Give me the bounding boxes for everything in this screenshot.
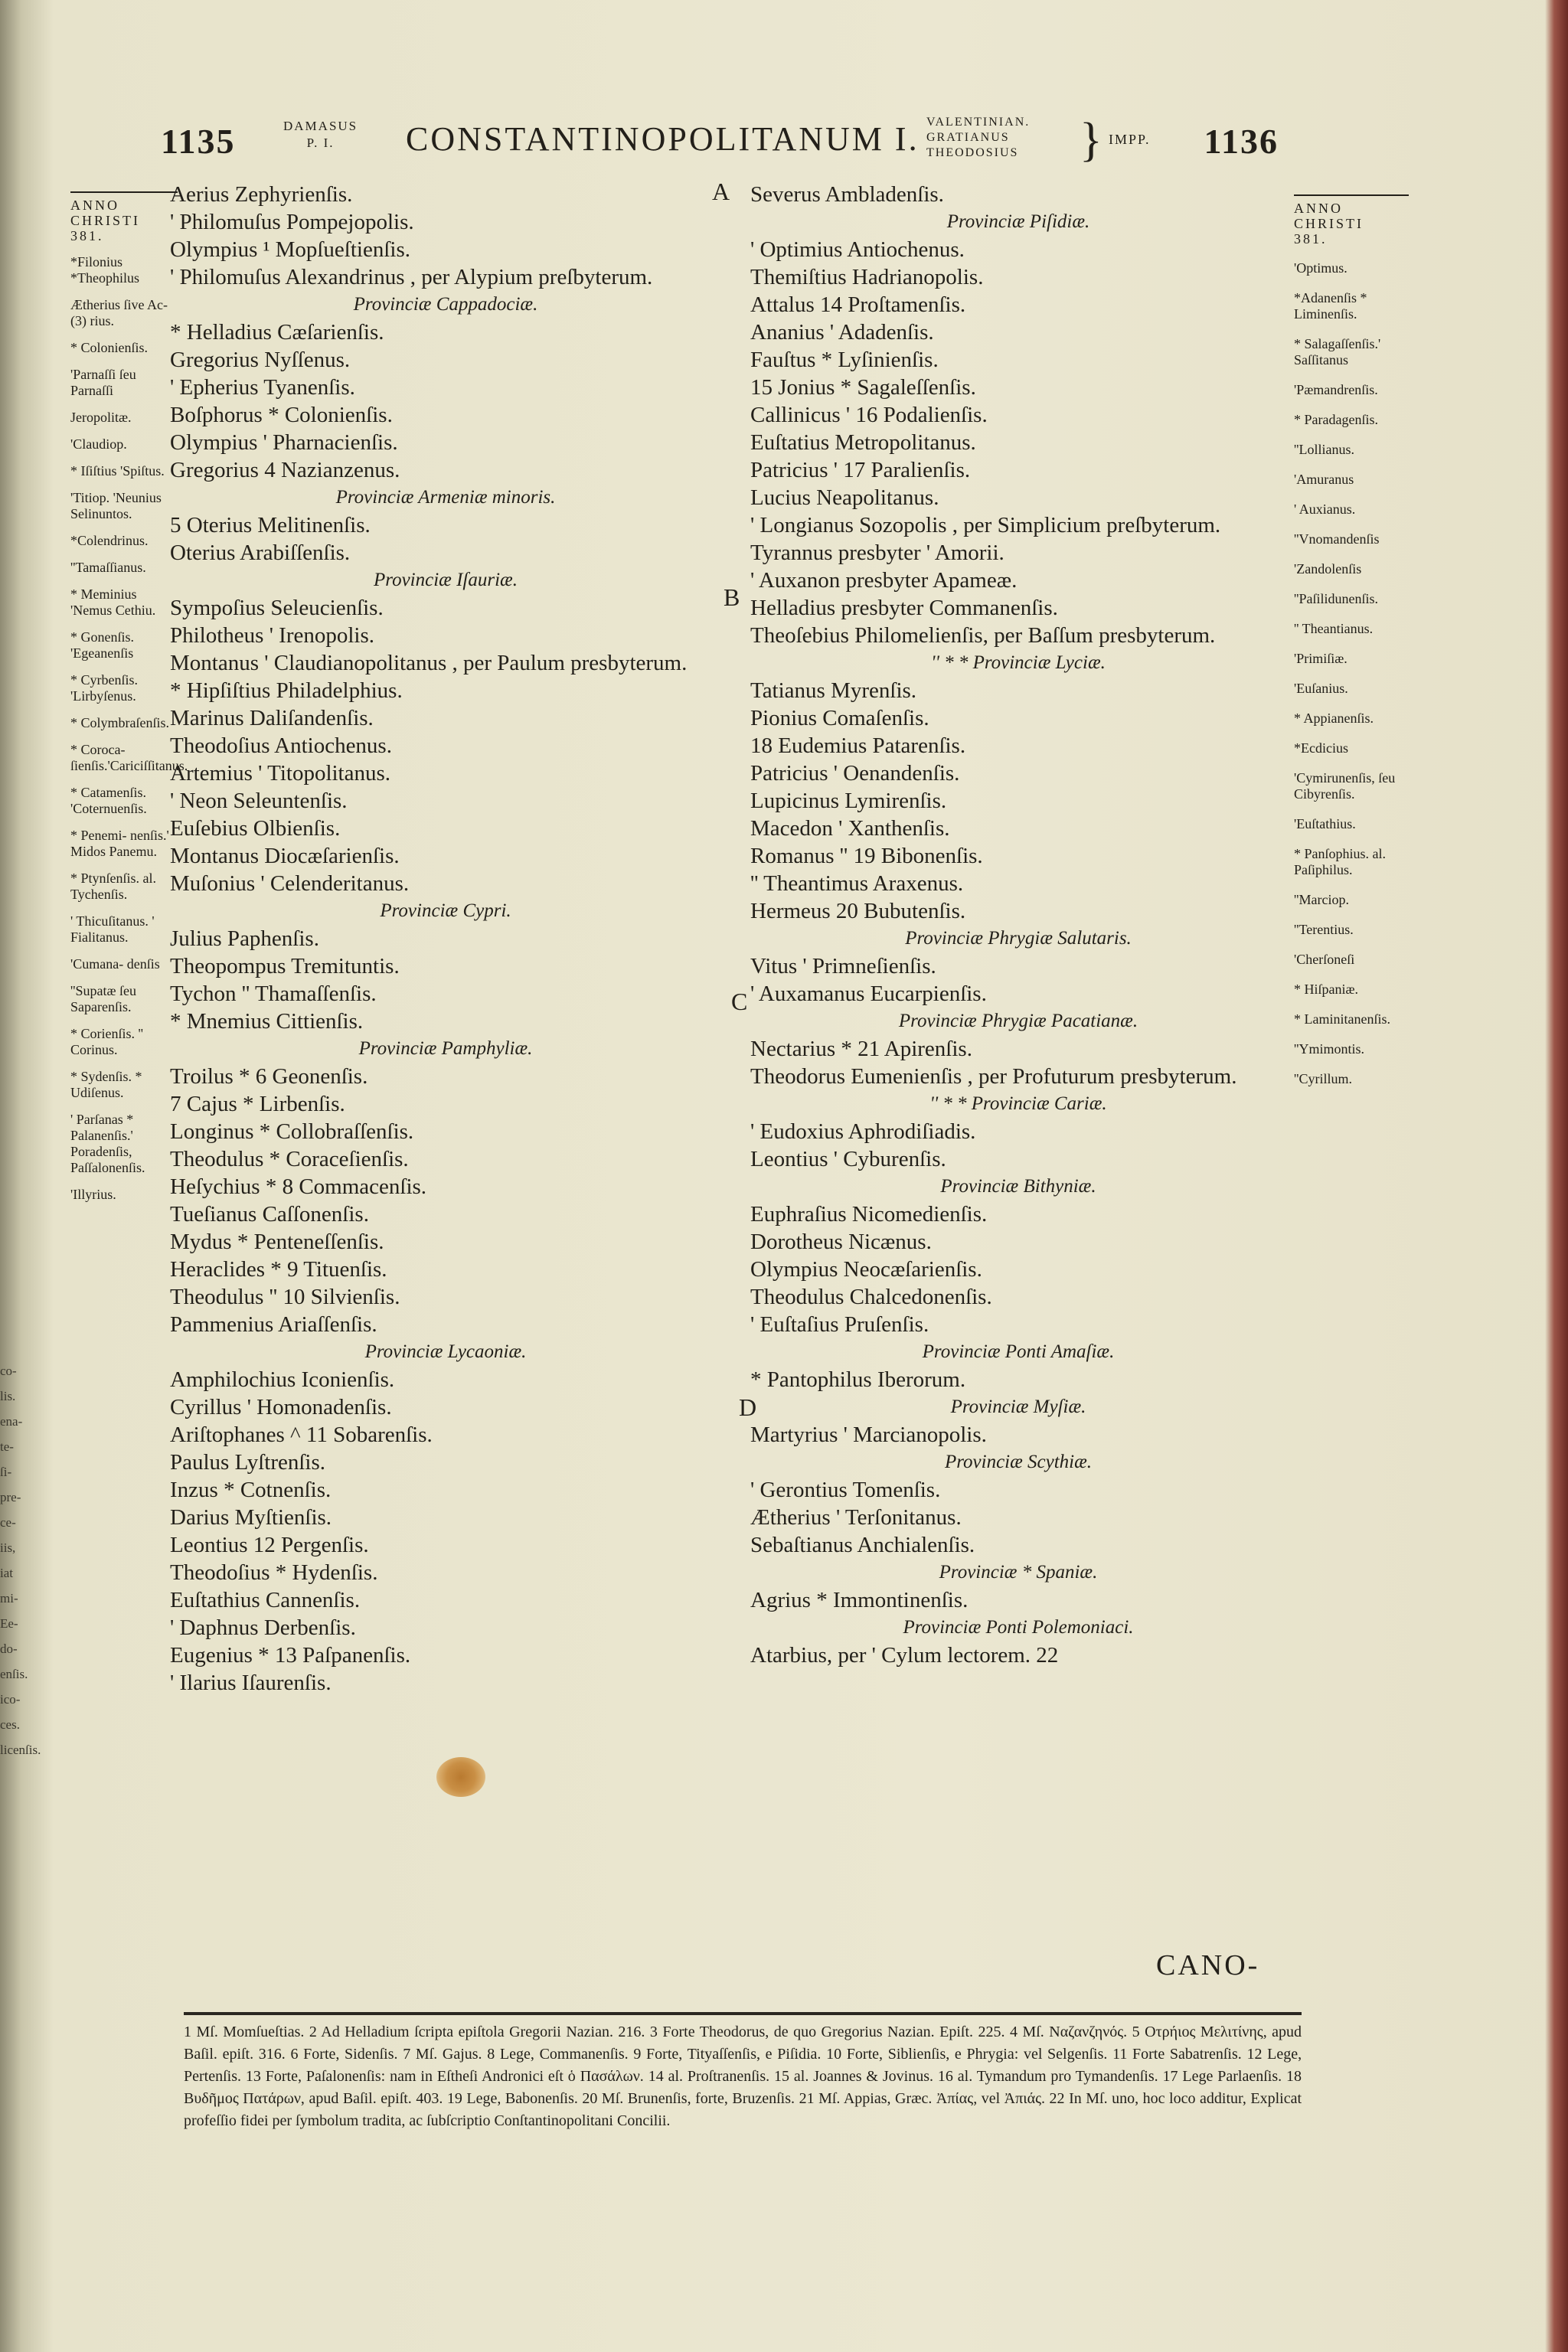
- footnote-rule: [184, 2012, 1302, 2015]
- signatory-entry: Marinus Daliſandenſis.: [170, 706, 374, 730]
- edge-fragment: iat: [0, 1566, 13, 1580]
- footnote: 12 Lege, Pertenſis.: [184, 2046, 1302, 2085]
- province-heading: Provinciæ Phrygiæ Salutaris.: [905, 928, 1132, 949]
- signatory-entry: Euſtatius Metropolitanus.: [750, 430, 976, 455]
- province-heading: Provinciæ Scythiæ.: [944, 1452, 1093, 1472]
- margin-variant-note: 'Zandolenſis: [1294, 561, 1362, 577]
- signatory-entry: Hermeus 20 Bubutenſis.: [750, 899, 966, 923]
- margin-variant-note: * Cyrbenſis. 'Lirbyſenus.: [70, 672, 138, 704]
- margin-variant-note: ''Vnomandenſis: [1294, 531, 1380, 547]
- footnote: 5 Οτρήιος Μελιτίνης, apud Baſil. epiſt. 316.: [184, 2024, 1302, 2063]
- edge-fragment: ce-: [0, 1515, 16, 1530]
- signatory-entry: Macedon ' Xanthenſis.: [750, 816, 950, 841]
- signatory-entry: ' Longianus Sozopolis , per Simplicium preſbyterum.: [750, 513, 1221, 537]
- signatory-entry: Philotheus ' Irenopolis.: [170, 623, 375, 648]
- running-header: [161, 115, 1279, 176]
- edge-fragment: lis.: [0, 1389, 16, 1403]
- province-heading: Provinciæ Piſidiæ.: [946, 211, 1090, 232]
- signatory-entry: Theodulus * Coraceſienſis.: [170, 1147, 409, 1171]
- signatory-entry: Olympius ¹ Mopſueſtienſis.: [170, 237, 411, 262]
- margin-variant-note: 'Titiop. 'Neunius Selinuntos.: [70, 490, 162, 521]
- signatory-entry: Troilus * 6 Geonenſis.: [170, 1064, 368, 1089]
- margin-variant-note: 'Cumana- denſis: [70, 956, 160, 972]
- signatory-entry: Theoſebius Philomelienſis, per Baſſum presbyterum.: [750, 623, 1216, 648]
- footnote: 17 Lege Parlaenſis.: [1162, 2068, 1282, 2085]
- footnotes: [184, 2021, 1302, 2132]
- province-heading: Provinciæ Ponti Polemoniaci.: [903, 1617, 1134, 1638]
- signatory-entry: Patricius ' 17 Paralienſis.: [750, 458, 971, 482]
- signatory-entry: Ariſtophanes ^ 11 Sobarenſis.: [170, 1423, 433, 1447]
- margin-variant-note: Jeropolitæ.: [70, 410, 132, 425]
- signatory-entry: Vitus ' Primneſienſis.: [750, 954, 936, 978]
- margin-variant-note: '' Theantianus.: [1294, 621, 1374, 636]
- signatory-entry: Julius Paphenſis.: [170, 926, 319, 951]
- signatory-entry: Severus Ambladenſis.: [750, 182, 944, 207]
- footnote: 20 Mſ. Brunenſis, forte, Bruzenſis.: [582, 2090, 795, 2107]
- margin-variant-note: * Colymbraſenſis.: [70, 715, 169, 730]
- anno-christi-left: ANNO CHRISTI 381.: [70, 191, 178, 243]
- signatory-entry: ' Ilarius Iſaurenſis.: [170, 1671, 332, 1695]
- margin-variant-note: 'Amuranus: [1294, 472, 1354, 487]
- margin-variant-note: * Laminitanenſis.: [1294, 1011, 1390, 1027]
- signatory-entry: Gregorius 4 Nazianzenus.: [170, 458, 400, 482]
- signatory-entry: Olympius Neocæſarienſis.: [750, 1257, 982, 1282]
- signatory-entry: Amphilochius Iconienſis.: [170, 1367, 395, 1392]
- signatory-entry: Theopompus Tremituntis.: [170, 954, 400, 978]
- signatory-entry: Eugenius * 13 Paſpanenſis.: [170, 1643, 411, 1668]
- margin-variant-note: ' Parſanas * Palanenſis.' Poradenſis, Paſſalonenſis.: [70, 1112, 145, 1175]
- footnote: 2 Ad Helladium ſcripta epiſtola Gregorii Nazian. 216.: [309, 2024, 645, 2040]
- footnote: 16 al. Tymandum pro Tymandenſis.: [937, 2068, 1158, 2085]
- impp-label: IMPP.: [1109, 132, 1151, 147]
- province-heading: Provinciæ Iſauriæ.: [374, 570, 518, 590]
- facing-page-fragments: [0, 1363, 41, 1767]
- footnote: 18 Βυδῆμος Πατάρων, apud Baſil. epiſt. 403.: [184, 2068, 1302, 2107]
- signatory-entry: Mydus * Penteneſſenſis.: [170, 1230, 384, 1254]
- footnote: 21 Mſ. Appias, Græc. Ἀπίας, vel Ἀπιάς.: [799, 2090, 1046, 2107]
- margin-variant-note: * Penemi- nenſis.' Midos Panemu.: [70, 828, 169, 859]
- margin-variant-note: ''Ymimontis.: [1294, 1041, 1364, 1057]
- signatory-entry: * Mnemius Cittienſis.: [170, 1009, 364, 1034]
- signatory-entry: * Hipſiſtius Philadelphius.: [170, 678, 403, 703]
- signatory-entry: Euphraſius Nicomedienſis.: [750, 1202, 988, 1227]
- signatory-entry: * Helladius Cæſarienſis.: [170, 320, 384, 345]
- edge-fragment: ſi-: [0, 1465, 12, 1479]
- margin-variant-note: 'Parnaſſi ſeu Parnaſſi: [70, 367, 136, 398]
- signatory-entry: Artemius ' Titopolitanus.: [170, 761, 391, 786]
- margin-variant-note: * Panſophius. al. Paſiphilus.: [1294, 846, 1386, 877]
- margin-variant-note: ''Cyrillum.: [1294, 1071, 1352, 1086]
- margin-variant-note: ' Auxianus.: [1294, 501, 1356, 517]
- province-heading: Provinciæ Cappadociæ.: [353, 294, 538, 315]
- signatory-entry: ' Euſtaſius Pruſenſis.: [750, 1312, 929, 1337]
- province-heading: Provinciæ * Spaniæ.: [939, 1562, 1098, 1583]
- footnote: 13 Forte, Paſalonenſis: nam in Eſtheſi Andronici eſt ὁ Πασάλων.: [245, 2068, 644, 2085]
- edge-fragment: enſis.: [0, 1667, 28, 1681]
- margin-variant-note: ' Thicuſitanus. ' Fialitanus.: [70, 913, 155, 945]
- province-heading: Provinciæ Myſiæ.: [950, 1396, 1086, 1417]
- signatory-entry: Nectarius * 21 Apirenſis.: [750, 1037, 972, 1061]
- signatory-entry: 5 Oterius Melitinenſis.: [170, 513, 371, 537]
- signatory-entry: Helladius presbyter Commanenſis.: [750, 596, 1058, 620]
- province-heading: Provinciæ Armeniæ minoris.: [335, 487, 556, 508]
- signatory-entry: Theodoſius Antiochenus.: [170, 733, 392, 758]
- book-spine: [1545, 0, 1568, 2352]
- anno-christi-right: ANNO CHRISTI 381.: [1294, 194, 1409, 247]
- signatory-entry: Romanus '' 19 Bibonenſis.: [750, 844, 983, 868]
- signatory-entry: Darius Myſtienſis.: [170, 1505, 332, 1530]
- signatory-entry: Ananius ' Adadenſis.: [750, 320, 934, 345]
- signatory-entry: Gregorius Nyſſenus.: [170, 348, 351, 372]
- signatory-entry: Oterius Arabiſſenſis.: [170, 541, 351, 565]
- footnote: 1 Mſ. Momſueſtias.: [184, 2024, 305, 2040]
- province-heading: Provinciæ Pamphyliæ.: [358, 1038, 533, 1059]
- signatory-entry: Themiſtius Hadrianopolis.: [750, 265, 984, 289]
- signatory-entry: ' Daphnus Derbenſis.: [170, 1615, 356, 1640]
- province-heading: Provinciæ Lycaoniæ.: [364, 1341, 527, 1362]
- margin-variant-note: ''Lollianus.: [1294, 442, 1354, 457]
- signatory-entry: Lupicinus Lymirenſis.: [750, 789, 947, 813]
- signatory-entry: '' Theantimus Araxenus.: [750, 871, 964, 896]
- paper-stain: [436, 1757, 485, 1797]
- left-margin-notes: [70, 191, 188, 1206]
- margin-variant-note: * Sydenſis. * Udiſenus.: [70, 1069, 142, 1100]
- edge-fragment: ces.: [0, 1717, 20, 1732]
- footnote: 3 Forte Theodorus, de quo Gregorius Nazian. Epiſt. 225.: [649, 2024, 1005, 2040]
- signatory-entry: Inzus * Cotnenſis.: [170, 1478, 332, 1502]
- margin-variant-note: ''Marciop.: [1294, 892, 1349, 907]
- column-letter-a: A: [712, 178, 730, 205]
- margin-variant-note: * Coroca- ſienſis.'Cariciſſitanus.: [70, 742, 188, 773]
- province-heading: '' * * Provinciæ Cariæ.: [929, 1093, 1107, 1114]
- signatory-entry: Ætherius ' Terſonitanus.: [750, 1505, 962, 1530]
- footnote: 7 Mſ. Gajus.: [403, 2046, 482, 2063]
- footnote: 15 al. Joannes & Jovinus.: [774, 2068, 933, 2085]
- province-heading: Provinciæ Bithyniæ.: [940, 1176, 1096, 1197]
- signatory-entry: Leontius 12 Pergenſis.: [170, 1533, 369, 1557]
- signatory-entry: Tyrannus presbyter ' Amorii.: [750, 541, 1004, 565]
- right-margin-notes: [1294, 194, 1409, 1090]
- signatory-entry: Montanus ' Claudianopolitanus , per Paulum presbyterum.: [170, 651, 688, 675]
- edge-fragment: mi-: [0, 1591, 18, 1606]
- margin-variant-note: ''Terentius.: [1294, 922, 1354, 937]
- margin-variant-note: 'Pæmandrenſis.: [1294, 382, 1378, 397]
- signatory-entry: Longinus * Collobraſſenſis.: [170, 1119, 414, 1144]
- signatory-entry: Tatianus Myrenſis.: [750, 678, 917, 703]
- edge-fragment: co-: [0, 1364, 17, 1378]
- margin-variant-note: Ætherius ſive Ac- (3) rius.: [70, 297, 168, 328]
- edge-fragment: iis,: [0, 1540, 16, 1555]
- margin-variant-note: * Ptynſenſis. al. Tychenſis.: [70, 871, 156, 902]
- margin-variant-note: * Catamenſis. 'Coternuenſis.: [70, 785, 147, 816]
- signatory-entry: Agrius * Immontinenſis.: [750, 1588, 969, 1612]
- signatory-entry: Heraclides * 9 Tituenſis.: [170, 1257, 387, 1282]
- signatory-entry: ' Optimius Antiochenus.: [750, 237, 965, 262]
- margin-variant-note: * Paradagenſis.: [1294, 412, 1378, 427]
- signatory-entry: Cyrillus ' Homonadenſis.: [170, 1395, 392, 1419]
- margin-variant-note: 'Illyrius.: [70, 1187, 116, 1202]
- footnote: 9 Forte, Tityaſſenſis, e Piſidia.: [633, 2046, 822, 2063]
- column-letter-d: D: [739, 1393, 757, 1421]
- signatory-entry: ' Epherius Tyanenſis.: [170, 375, 355, 400]
- signatory-entry: Euſtathius Cannenſis.: [170, 1588, 361, 1612]
- signatory-entry: ' Gerontius Tomenſis.: [750, 1478, 941, 1502]
- margin-variant-note: 'Primiſiæ.: [1294, 651, 1348, 666]
- right-column: [750, 181, 1286, 1669]
- margin-variant-note: * Meminius 'Nemus Cethiu.: [70, 586, 156, 618]
- signatory-entry: Sebaſtianus Anchialenſis.: [750, 1533, 975, 1557]
- signatory-entry: Theodoſius * Hydenſis.: [170, 1560, 378, 1585]
- signatory-entry: Theodulus Chalcedonenſis.: [750, 1285, 992, 1309]
- signatory-entry: Patricius ' Oenandenſis.: [750, 761, 960, 786]
- signatory-entry: Lucius Neapolitanus.: [750, 485, 939, 510]
- margin-variant-note: * Colonienſis.: [70, 340, 149, 355]
- signatory-entry: Fauſtus * Lyſinienſis.: [750, 348, 939, 372]
- footnote: 14 al. Proſtranenſis.: [648, 2068, 770, 2085]
- emperors-list: VALENTINIAN. GRATIANUS THEODOSIUS: [926, 116, 1031, 159]
- signatory-entry: Callinicus ' 16 Podalienſis.: [750, 403, 988, 427]
- signatory-entry: Dorotheus Nicænus.: [750, 1230, 932, 1254]
- signatory-entry: Tychon '' Thamaſſenſis.: [170, 982, 377, 1006]
- signatory-entry: Sympoſius Seleucienſis.: [170, 596, 384, 620]
- signatory-entry: 7 Cajus * Lirbenſis.: [170, 1092, 345, 1116]
- signatory-entry: Boſphorus * Colonienſis.: [170, 403, 393, 427]
- footnote: 6 Forte, Sidenſis.: [290, 2046, 398, 2063]
- margin-variant-note: 'Optimus.: [1294, 260, 1348, 276]
- margin-variant-note: * Hiſpaniæ.: [1294, 982, 1358, 997]
- signatory-entry: Atarbius, per ' Cylum lectorem. 22: [750, 1643, 1059, 1668]
- margin-variant-note: *Colendrinus.: [70, 533, 149, 548]
- edge-fragment: te-: [0, 1439, 14, 1454]
- margin-variant-note: * Salagaſſenſis.' Saſſitanus: [1294, 336, 1381, 368]
- column-letter-c: C: [731, 988, 748, 1015]
- signatory-entry: Aerius Zephyrienſis.: [170, 182, 353, 207]
- page-number-left: 1135: [161, 122, 236, 161]
- brace-mark: }: [1080, 114, 1102, 166]
- margin-variant-note: * Appianenſis.: [1294, 710, 1374, 726]
- page-number-right: 1136: [1204, 122, 1279, 161]
- margin-variant-note: ''Supatæ ſeu Saparenſis.: [70, 983, 136, 1014]
- margin-variant-note: * Gonenſis. 'Egeanenſis: [70, 629, 134, 661]
- footnote: 10 Forte, Siblienſis, e Phrygia: vel Selgenſis.: [826, 2046, 1108, 2063]
- signatory-entry: ' Neon Seleuntenſis.: [170, 789, 348, 813]
- signatory-entry: Montanus Diocæſarienſis.: [170, 844, 400, 868]
- page-title: CONSTANTINOPOLITANUM I.: [406, 120, 920, 158]
- edge-fragment: ena-: [0, 1414, 23, 1429]
- edge-fragment: do-: [0, 1642, 18, 1656]
- signatory-entry: Leontius ' Cyburenſis.: [750, 1147, 946, 1171]
- edge-fragment: Ee-: [0, 1616, 18, 1631]
- footnote: 4 Mſ. Ναζανζηνός.: [1009, 2024, 1128, 2040]
- footnote: 8 Lege, Commanenſis.: [487, 2046, 629, 2063]
- margin-variant-note: 'Cherſoneſi: [1294, 952, 1355, 967]
- signatory-entry: Heſychius * 8 Commacenſis.: [170, 1174, 427, 1199]
- margin-variant-note: 'Cymirunenſis, ſeu Cibyrenſis.: [1294, 770, 1396, 802]
- margin-variant-note: 'Euſtathius.: [1294, 816, 1356, 831]
- left-column: [170, 181, 721, 1697]
- signatory-entry: Theodulus '' 10 Silvienſis.: [170, 1285, 400, 1309]
- signatory-entry: Muſonius ' Celenderitanus.: [170, 871, 410, 896]
- margin-variant-note: ''Tamaſſianus.: [70, 560, 146, 575]
- signatory-entry: 18 Eudemius Patarenſis.: [750, 733, 966, 758]
- margin-variant-note: 'Claudiop.: [70, 436, 127, 452]
- signatory-entry: Pammenius Ariaſſenſis.: [170, 1312, 377, 1337]
- signatory-entry: Tueſianus Caſſonenſis.: [170, 1202, 369, 1227]
- edge-fragment: licenſis.: [0, 1743, 41, 1757]
- signatory-entry: ' Auxamanus Eucarpienſis.: [750, 982, 987, 1006]
- signatory-entry: Paulus Lyſtrenſis.: [170, 1450, 325, 1475]
- margin-variant-note: ''Paſilidunenſis.: [1294, 591, 1378, 606]
- margin-variant-note: *Ecdicius: [1294, 740, 1348, 756]
- signatory-entry: ' Philomuſus Pompejopolis.: [170, 210, 414, 234]
- damasus-label: DAMASUS P. I.: [283, 119, 358, 150]
- margin-variant-note: *Filonius *Theophilus: [70, 254, 139, 286]
- signatory-entry: Euſebius Olbienſis.: [170, 816, 341, 841]
- signatory-entry: ' Auxanon presbyter Apameæ.: [750, 568, 1018, 593]
- province-heading: '' * * Provinciæ Lyciæ.: [931, 652, 1106, 673]
- edge-fragment: pre-: [0, 1490, 21, 1504]
- signatory-entry: * Pantophilus Iberorum.: [750, 1367, 966, 1392]
- province-heading: Provinciæ Cypri.: [380, 900, 511, 921]
- margin-variant-note: * Corienſis. '' Corinus.: [70, 1026, 143, 1057]
- signatory-entry: Attalus 14 Proſtamenſis.: [750, 292, 966, 317]
- margin-variant-note: * Iſiſtius 'Spiſtus.: [70, 463, 165, 479]
- column-letter-b: B: [724, 583, 740, 611]
- margin-variant-note: *Adanenſis * Liminenſis.: [1294, 290, 1367, 322]
- signatory-entry: 15 Jonius * Sagaleſſenſis.: [750, 375, 976, 400]
- province-heading: Provinciæ Ponti Amaſiæ.: [922, 1341, 1115, 1362]
- catchword: CANO-: [1156, 1949, 1260, 1981]
- signatory-entry: Olympius ' Pharnacienſis.: [170, 430, 398, 455]
- margin-variant-note: 'Euſanius.: [1294, 681, 1348, 696]
- footnote: 19 Lege, Babonenſis.: [446, 2090, 578, 2107]
- footnote: 11 Forte Sabatrenſis.: [1112, 2046, 1242, 2063]
- signatory-entry: Theodorus Eumenienſis , per Profuturum presbyterum.: [750, 1064, 1237, 1089]
- signatory-entry: Martyrius ' Marcianopolis.: [750, 1423, 987, 1447]
- signatory-entry: Pionius Comaſenſis.: [750, 706, 929, 730]
- edge-fragment: ico-: [0, 1692, 21, 1707]
- province-heading: Provinciæ Phrygiæ Pacatianæ.: [898, 1011, 1138, 1031]
- footnote: 22 In Mſ. uno, hoc loco additur, Explicat profeſſio fidei per ſymbolum tradita, ac ſubſcriptio Conſtantinopolitani Concilii.: [184, 2090, 1302, 2129]
- signatory-entry: ' Eudoxius Aphrodiſiadis.: [750, 1119, 976, 1144]
- signatory-entry: ' Philomuſus Alexandrinus , per Alypium preſbyterum.: [170, 265, 653, 289]
